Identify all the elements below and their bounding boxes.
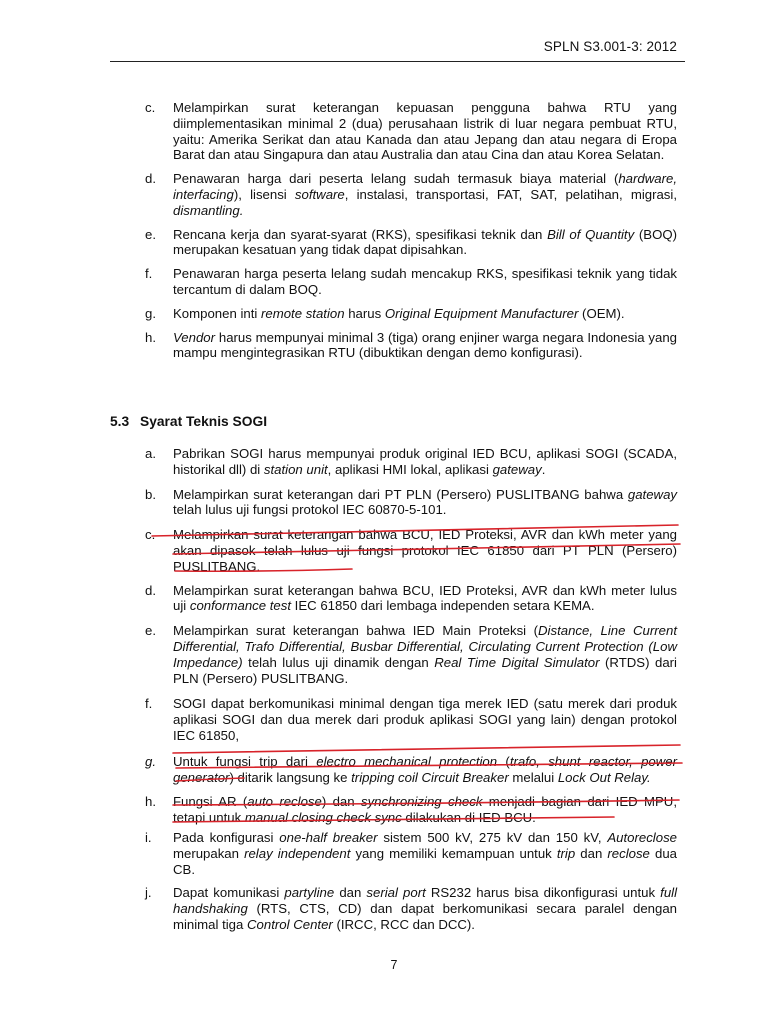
sogi-requirements-list <box>145 446 677 933</box>
text-run: SOGI dapat berkomunikasi minimal dengan tiga merek IED (satu merek dari produk aplikasi SOGI dan dua merek dari produk aplikasi SOGI yang lain) dengan protokol IEC 61850, <box>173 696 677 743</box>
list-marker: g. <box>145 753 156 769</box>
list-item-text <box>173 266 677 298</box>
list-marker: f. <box>145 696 153 712</box>
list-marker: a. <box>145 446 156 461</box>
italic-term: Bill of Quantity <box>547 226 635 242</box>
list-marker: i. <box>145 829 152 845</box>
text-run: menjadi bagian dari IED MPU, tetapi untuk <box>173 794 677 826</box>
italic-term: Autoreclose <box>607 829 677 845</box>
list-item-text <box>173 794 677 826</box>
text-run: RS232 harus bisa dikonfigurasi untuk <box>425 885 661 901</box>
text-run: Penawaran harga peserta lelang sudah mencakup RKS, spesifikasi teknik yang tidak tercantum di dalam BOQ. <box>173 266 677 297</box>
page-number: 7 <box>390 958 398 972</box>
italic-term: Distance, Line Current Differential, Trafo Differential, Busbar Differential, Circulating Current Protection (Low Impedance) <box>173 623 677 670</box>
list-item <box>145 330 677 362</box>
italic-term: hardware, interfacing <box>173 171 677 202</box>
italic-term: full handshaking <box>173 885 678 917</box>
text-run: melalui <box>508 769 558 785</box>
italic-term: trafo, shunt reactor, power generator <box>173 753 678 785</box>
list-marker: c. <box>145 527 156 543</box>
list-item <box>145 527 677 574</box>
list-marker: c. <box>145 100 156 115</box>
text-run: dan <box>575 845 608 861</box>
text-run: yang memiliki kemampuan untuk <box>350 845 557 861</box>
italic-term: synchronizing check <box>360 794 483 810</box>
text-run: Melampirkan surat keterangan bahwa BCU, IED Proteksi, AVR dan kWh meter lulus uji <box>173 582 677 614</box>
text-run: dilakukan di IED BCU. <box>401 810 536 826</box>
italic-term: trip <box>556 845 576 861</box>
list-item <box>145 171 677 218</box>
document-code: SPLN S3.001-3: 2012 <box>543 39 677 54</box>
text-run: Melampirkan surat keterangan dari PT PLN (Persero) PUSLITBANG bahwa <box>173 486 628 502</box>
list-item-text <box>173 100 677 163</box>
italic-term: electro mechanical protection <box>316 753 498 769</box>
list-item-text <box>173 227 677 259</box>
list-item <box>145 583 677 615</box>
list-item <box>145 696 677 743</box>
section-heading <box>110 414 267 429</box>
text-run: Melampirkan surat keterangan bahwa BCU, IED Proteksi, AVR dan kWh meter yang akan dipasok telah lulus uji fungsi protokol IEC 61850 dari PT PLN (Persero) PUSLITBANG. <box>173 527 677 574</box>
text-run: (OEM). <box>578 305 625 321</box>
italic-term: reclose <box>607 845 650 861</box>
list-marker: h. <box>145 329 156 345</box>
text-run: telah lulus uji dinamik dengan <box>242 654 435 670</box>
italic-term: Control Center <box>247 916 333 932</box>
text-run: Penawaran harga dari peserta lelang sudah termasuk biaya material ( <box>173 171 619 187</box>
list-item <box>145 830 677 877</box>
list-item <box>145 100 677 163</box>
italic-term: partyline <box>284 885 335 901</box>
section-title: Syarat Teknis SOGI <box>140 414 268 429</box>
list-item-text <box>173 696 677 743</box>
requirements-list-top <box>145 100 677 361</box>
list-marker: g. <box>145 305 156 321</box>
text-run: ) dan <box>321 794 361 810</box>
italic-term: auto reclose <box>247 794 322 810</box>
italic-term: software <box>294 186 345 202</box>
list-item-text <box>173 623 677 686</box>
italic-term: remote station <box>260 305 345 321</box>
italic-term: relay independent <box>244 845 351 861</box>
list-item-text <box>173 171 677 218</box>
text-run: harus mempunyai minimal 3 (tiga) orang enjiner warga negara Indonesia yang mampu mengintegrasikan RTU (dibuktikan dengan demo konfigurasi). <box>173 329 677 361</box>
text-run: telah lulus uji fungsi protokol IEC 60870-5-101. <box>173 502 447 518</box>
text-run: (RTDS) dari PLN (Persero) PUSLITBANG. <box>173 654 677 686</box>
list-item <box>145 885 677 932</box>
list-marker: b. <box>145 486 156 502</box>
header-divider <box>110 61 685 62</box>
italic-term: manual closing check sync <box>244 810 402 826</box>
italic-term: Original Equipment Manufacturer <box>384 305 579 321</box>
italic-term: Lock Out Relay. <box>557 769 651 785</box>
italic-term: Vendor <box>173 329 216 345</box>
text-run: . <box>541 461 546 477</box>
list-item-text <box>173 330 677 362</box>
italic-term: gateway <box>627 486 677 502</box>
list-marker: d. <box>145 171 156 187</box>
text-run: (BOQ) merupakan kesatuan yang tidak dapat dipisahkan. <box>173 226 677 258</box>
italic-term: one-half breaker <box>279 829 378 845</box>
list-item-text <box>173 487 677 519</box>
text-run: Melampirkan surat keterangan bahwa IED Main Proteksi ( <box>173 623 539 639</box>
list-item-text <box>173 830 677 877</box>
list-marker: d. <box>145 582 156 598</box>
text-run: (RTS, CTS, CD) dan dapat berkomunikasi secara paralel dengan minimal tiga <box>173 901 677 932</box>
list-marker: e. <box>145 623 156 639</box>
text-run: Fungsi AR ( <box>173 794 248 810</box>
list-item <box>145 623 677 686</box>
list-marker: j. <box>145 885 152 901</box>
text-run: Komponen inti <box>173 305 261 321</box>
list-marker: h. <box>145 794 156 810</box>
list-item <box>145 446 677 478</box>
text-run: sistem 500 kV, 275 kV dan 150 kV, <box>377 829 608 845</box>
text-run: ( <box>497 753 510 769</box>
text-run: , aplikasi HMI lokal, aplikasi <box>327 461 493 477</box>
text-run: Untuk fungsi trip dari <box>173 753 317 769</box>
text-run: , instalasi, transportasi, FAT, SAT, pelatihan, migrasi, <box>344 186 677 202</box>
text-run: dua CB. <box>173 845 677 877</box>
text-run: merupakan <box>173 845 245 861</box>
italic-term: tripping coil Circuit Breaker <box>351 769 509 785</box>
section-number: 5.3 <box>110 414 130 429</box>
text-run: ) ditarik langsung ke <box>229 769 352 785</box>
italic-term: serial port <box>366 885 426 901</box>
italic-term: Real Time Digital Simulator <box>434 654 600 670</box>
list-item-text <box>173 583 677 615</box>
list-item-text <box>173 885 677 932</box>
list-item <box>145 754 677 786</box>
text-run: dan <box>334 885 367 901</box>
italic-term: station unit <box>263 461 328 477</box>
list-item <box>145 266 677 298</box>
list-item-text <box>173 446 677 478</box>
text-run: Melampirkan surat keterangan kepuasan pengguna bahwa RTU yang diimplementasikan minimal 2 (dua) perusahaan listrik di luar negara pembuat RTU, yaitu: Amerika Serikat dan atau Kanada dan atau Jepang dan atau negara di Eropa Barat dan atau Singapura dan atau Australia dan atau Cina dan atau Korea Selatan. <box>173 100 677 163</box>
text-run: IEC 61850 dari lembaga independen setara KEMA. <box>291 598 595 614</box>
list-item <box>145 487 677 519</box>
list-item-text <box>173 754 677 786</box>
list-item-text <box>173 527 677 574</box>
list-item <box>145 794 677 826</box>
text-run: Dapat komunikasi <box>173 885 285 901</box>
list-marker: f. <box>145 266 153 282</box>
list-item-text <box>173 306 677 322</box>
text-run: (IRCC, RCC dan DCC). <box>332 916 475 932</box>
text-run: Rencana kerja dan syarat-syarat (RKS), spesifikasi teknik dan <box>173 226 548 242</box>
text-run: ), lisensi <box>233 186 295 202</box>
list-item <box>145 306 677 322</box>
italic-term: conformance test <box>189 598 292 614</box>
text-run: harus <box>344 305 385 321</box>
italic-term: gateway <box>492 461 542 477</box>
text-run: Pabrikan SOGI harus mempunyai produk original IED BCU, aplikasi SOGI (SCADA, historikal dll) di <box>173 446 677 477</box>
list-item <box>145 227 677 259</box>
list-marker: e. <box>145 226 156 242</box>
italic-term: dismantling. <box>173 202 244 218</box>
text-run: Pada konfigurasi <box>173 829 280 845</box>
